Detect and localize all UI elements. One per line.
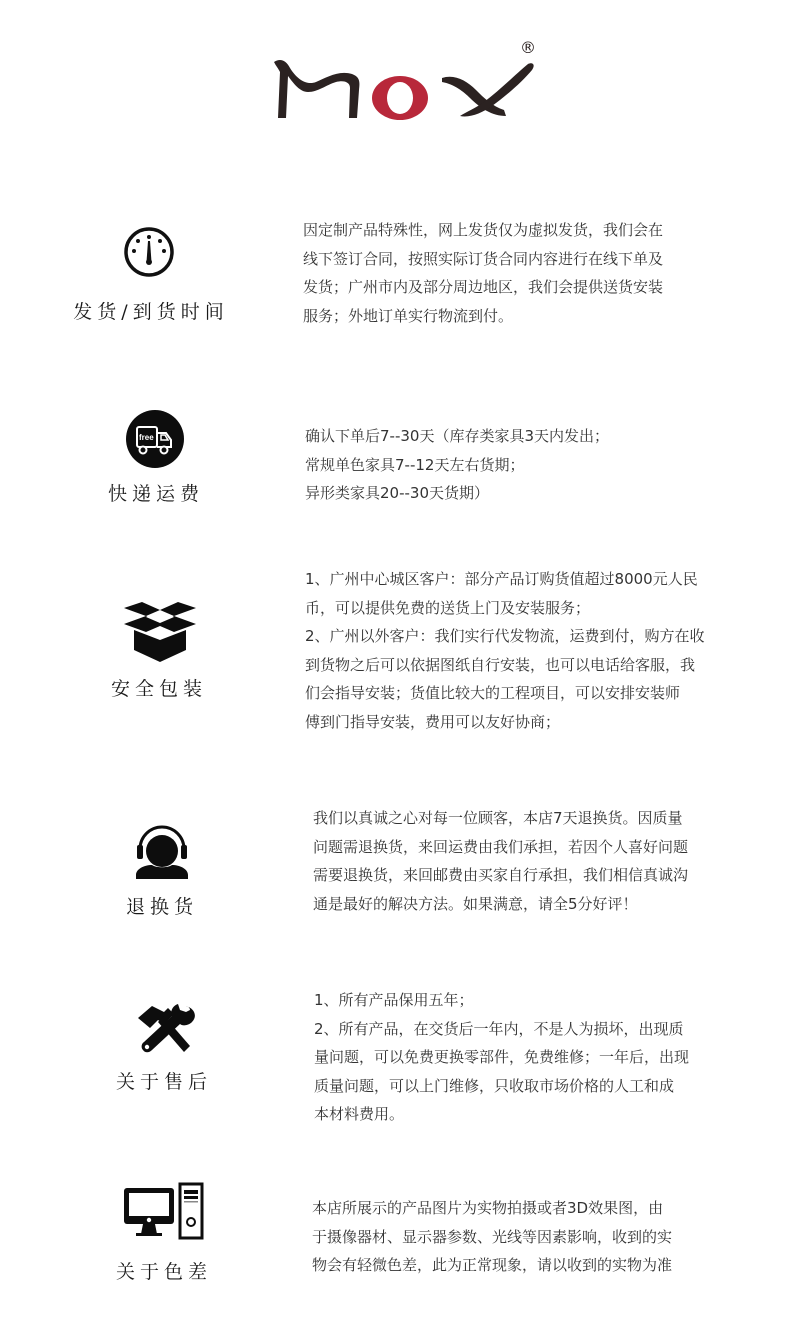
section-label: 关于售后	[115, 1071, 212, 1093]
open-box-icon	[120, 600, 200, 664]
registered-mark: ®	[520, 38, 536, 57]
section-label: 快递运费	[107, 483, 204, 505]
brand-logo	[270, 40, 550, 125]
text-line: 我们以真诚之心对每一位顾客，本店7天退换货。因质量	[313, 809, 683, 827]
desktop-computer-icon	[122, 1182, 206, 1240]
text-line: 需要退换货，来回邮费由买家自行承担，我们相信真诚沟	[313, 866, 689, 884]
text-line: 于摄像器材、显示器参数、光线等因素影响，收到的实	[312, 1227, 673, 1246]
text-line: 线下签订合同，按照实际订货合同内容进行在线下单及	[303, 249, 664, 268]
text-line: 币，可以提供免费的送货上门及安装服务；	[305, 598, 591, 617]
section-text	[312, 1194, 672, 1280]
text-line: 本材料费用。	[314, 1105, 405, 1123]
text-line: 到货物之后可以依据图纸自行安装，也可以电话给客服，我	[305, 655, 696, 674]
text-line: 确认下单后7--30天（库存类家具3天内发出；	[305, 427, 610, 445]
text-line: 常规单色家具7--12天左右货期；	[305, 455, 525, 474]
text-line: 质量问题，可以上门维修，只收取市场价格的人工和成	[314, 1076, 675, 1095]
text-line: 2、广州以外客户：我们实行代发物流，运费到付，购方在收	[305, 627, 705, 645]
section-label: 关于色差	[115, 1261, 212, 1283]
text-line: 1、所有产品保用五年；	[314, 991, 474, 1009]
free-delivery-truck-icon	[125, 409, 185, 469]
text-line: 异形类家具20--30天货期）	[305, 484, 489, 502]
section-label: 发货/到货时间	[73, 301, 229, 323]
svg-text:free: free	[139, 433, 154, 442]
text-line: 本店所展示的产品图片为实物拍摄或者3D效果图，由	[312, 1199, 664, 1217]
text-line: 1、广州中心城区客户：部分产品订购货值超过8000元人民	[305, 570, 698, 588]
section-text	[305, 565, 705, 736]
section-text	[303, 216, 663, 330]
text-line: 量问题，可以免费更换零部件，免费维修；一年后，出现	[314, 1048, 690, 1066]
gauge-icon	[119, 222, 179, 282]
section-text	[305, 422, 609, 508]
text-line: 傅到门指导安装，费用可以友好协商；	[305, 712, 561, 731]
text-line: 发货；广州市内及部分周边地区，我们会提供送货安装	[303, 278, 664, 296]
section-text	[313, 804, 688, 918]
text-line: 因定制产品特殊性，网上发货仅为虚拟发货，我们会在	[303, 221, 664, 239]
mox-logo-icon	[270, 40, 550, 125]
customer-service-headset-icon	[134, 825, 190, 879]
text-line: 通是最好的解决方法。如果满意，请全5分好评！	[313, 894, 638, 913]
text-line: 服务；外地订单实行物流到付。	[303, 306, 514, 325]
text-line: 物会有轻微色差，此为正常现象，请以收到的实物为准	[312, 1256, 673, 1274]
section-text	[314, 986, 689, 1129]
text-line: 问题需退换货，来回运费由我们承担，若因个人喜好问题	[313, 837, 689, 856]
hammer-wrench-icon	[134, 1002, 198, 1056]
text-line: 们会指导安装；货值比较大的工程项目，可以安排安装师	[305, 684, 681, 702]
text-line: 2、所有产品，在交货后一年内，不是人为损坏，出现质	[314, 1019, 684, 1038]
section-label: 退换货	[125, 896, 198, 918]
section-label: 安全包装	[110, 678, 207, 700]
